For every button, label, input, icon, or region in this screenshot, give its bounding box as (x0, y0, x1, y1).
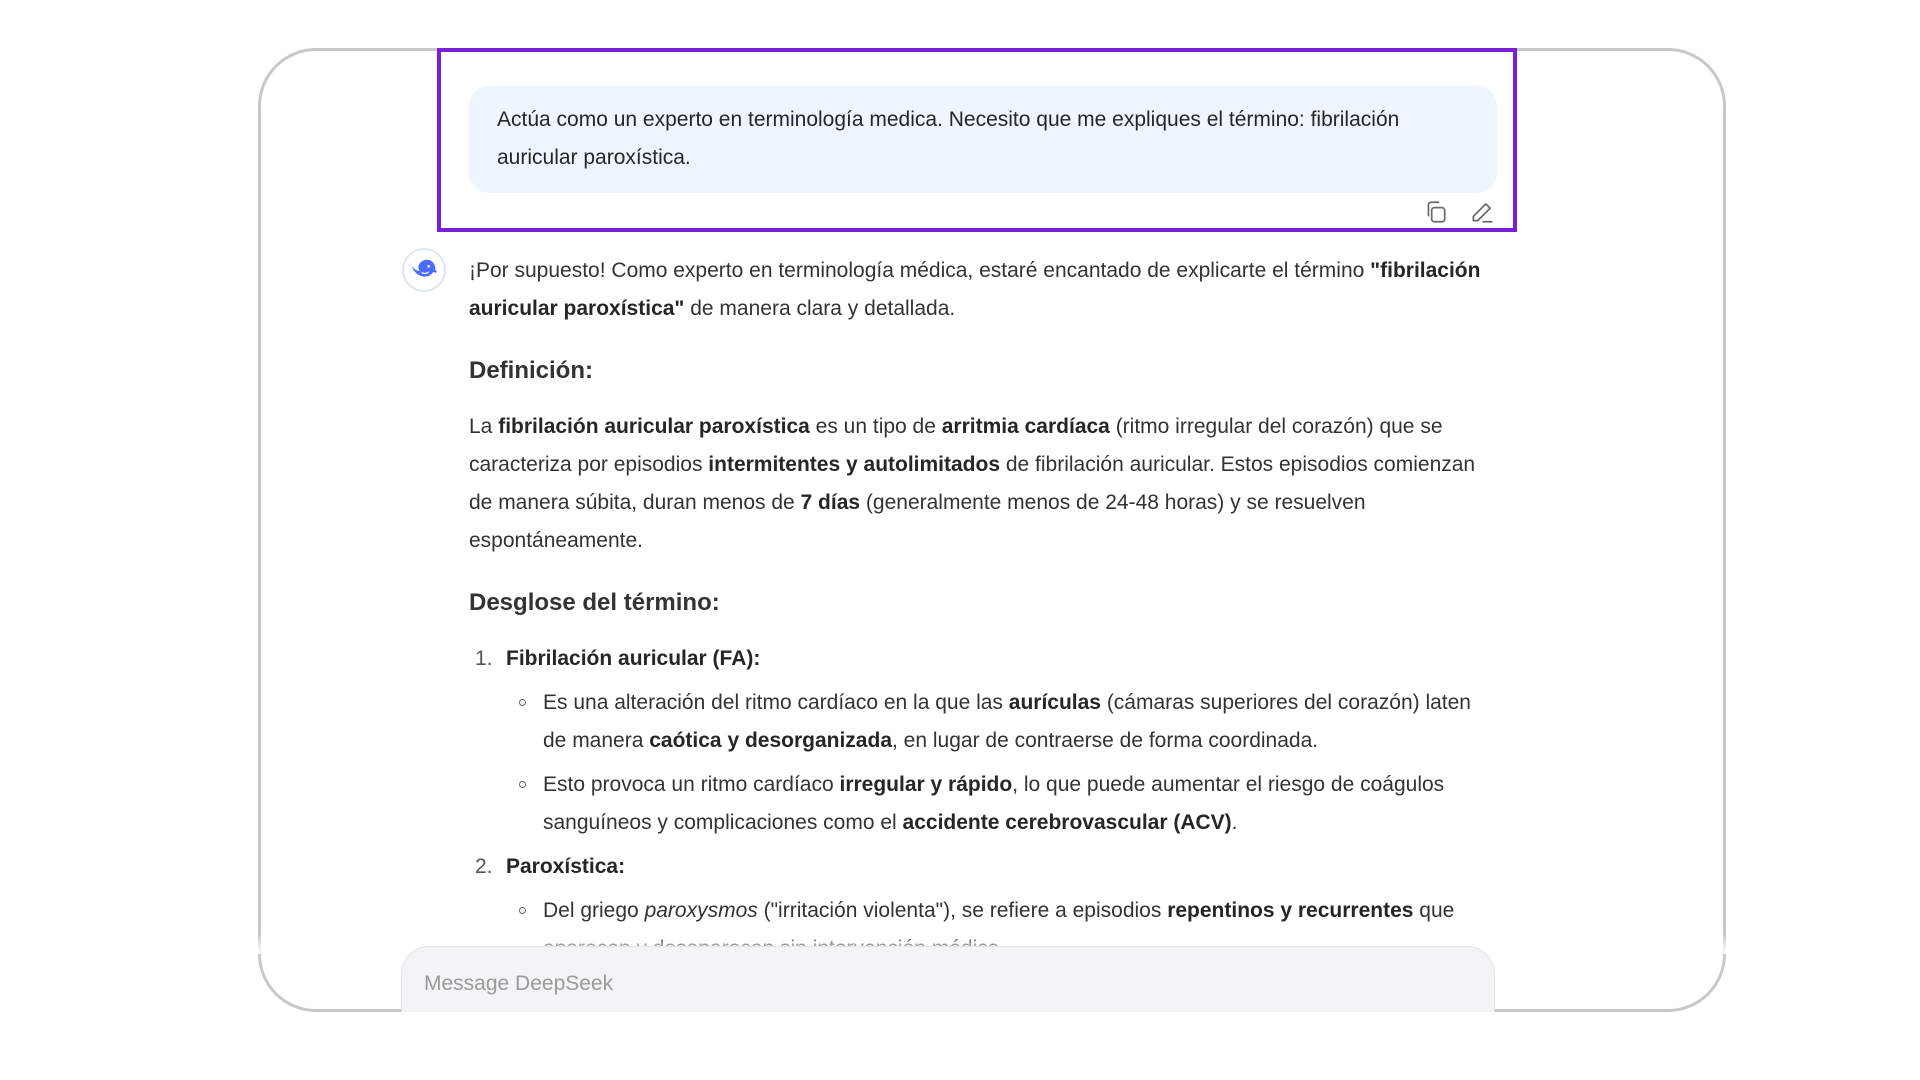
sub-list-item: Es una alteración del ritmo cardíaco en la que las aurículas (cámaras superiores del corazón) laten de manera caótica y desorganizada, en lugar de contraerse de forma coordinada. (506, 684, 1499, 760)
copy-button[interactable] (1422, 198, 1450, 226)
message-input[interactable] (422, 963, 1426, 1005)
list-item-title: Paroxística: (506, 855, 626, 878)
message-composer (401, 946, 1495, 1012)
deepseek-whale-icon (409, 255, 439, 285)
list-item (469, 640, 1499, 842)
user-message-bubble (469, 86, 1497, 193)
definition-paragraph: La fibrilación auricular paroxística es un tipo de arritmia cardíaca (ritmo irregular del corazón) que se caracteriza por episodios intermitentes y autolimitados de fibrilación auricular. Estos episodios comienzan de manera súbita, duran menos de 7 días (generalmente menos de 24-48 horas) y se resuelven espontáneamente. (469, 415, 1476, 552)
list-item-number: 2. (475, 855, 493, 878)
sub-list (506, 684, 1499, 842)
edit-button[interactable] (1468, 198, 1496, 226)
pencil-icon (1469, 199, 1495, 225)
assistant-avatar (402, 248, 446, 292)
sub-list-item: Esto provoca un ritmo cardíaco irregular y rápido, lo que puede aumentar el riesgo de coágulos sanguíneos y complicaciones como el accidente cerebrovascular (ACV). (506, 766, 1499, 842)
copy-icon (1423, 199, 1449, 225)
user-message-text: Actúa como un experto en terminología medica. Necesito que me expliques el término: fibrilación auricular paroxística. (497, 108, 1400, 169)
list-item-number: 1. (475, 647, 493, 670)
list-item-title: Fibrilación auricular (FA): (506, 647, 761, 670)
bottom-margin (0, 1014, 1920, 1080)
assistant-intro: ¡Por supuesto! Como experto en terminología médica, estaré encantado de explicarte el término "fibrilación auricular paroxística" de manera clara y detallada. (469, 259, 1481, 320)
user-message-actions (1422, 198, 1496, 226)
sub-list-item: Del griego paroxysmos ("irritación violenta"), se refiere a episodios repentinos y recurrentes que (506, 892, 1499, 968)
assistant-message (469, 252, 1499, 974)
breakdown-heading: Desglose del término: (469, 589, 720, 616)
definition-heading: Definición: (469, 357, 593, 384)
